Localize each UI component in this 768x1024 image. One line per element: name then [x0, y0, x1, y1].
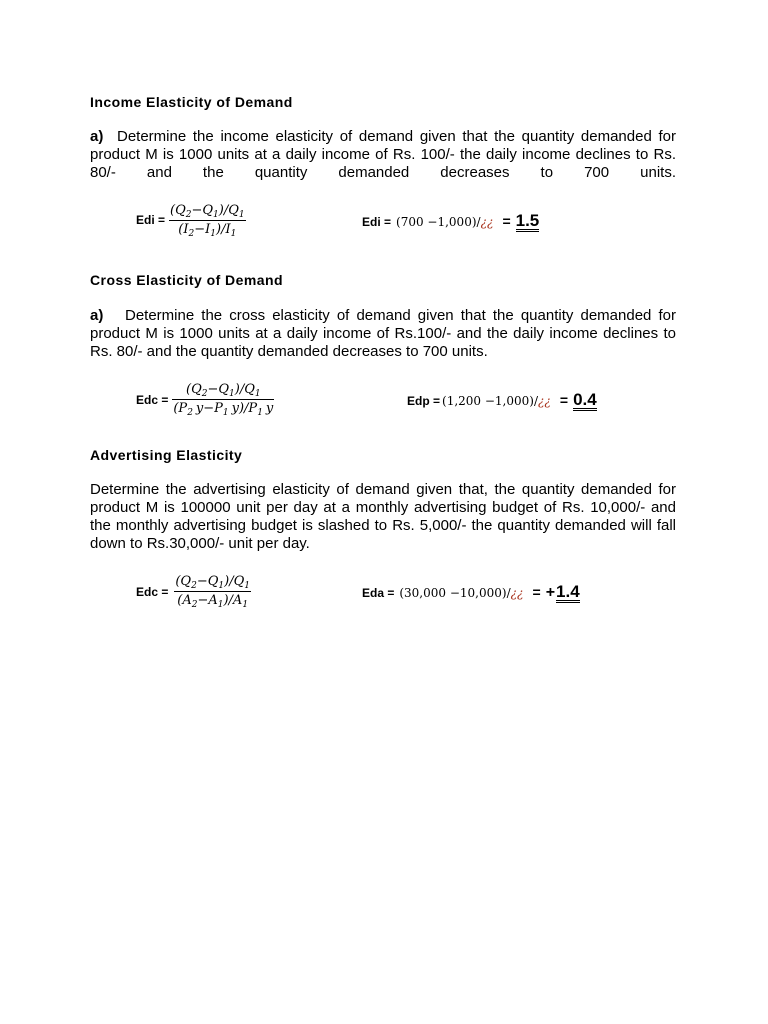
- paragraph-line: [90, 535, 676, 553]
- paragraph-line: [90, 343, 676, 361]
- formula-token: −Q: [196, 574, 219, 589]
- formula-token: −A: [197, 593, 218, 608]
- paragraph-line: [90, 481, 676, 499]
- formula-lhs: Edc =: [136, 584, 169, 599]
- line-text: Determine the income elasticity of demand given that the quantity demanded for: [117, 128, 676, 145]
- formula-subscript: 1: [217, 600, 224, 610]
- line-text: the monthly advertising budget is slashed to Rs. 5,000/- the quantity demanded will fall: [90, 517, 676, 534]
- formula-subscript: 1: [210, 228, 217, 239]
- calculation-result: 1.5: [515, 210, 540, 230]
- formula-token: )/Q: [234, 382, 255, 397]
- advertising-elasticity-formula: [136, 573, 251, 611]
- fraction: [169, 202, 246, 239]
- formula-subscript: 1: [257, 408, 263, 418]
- formula-token: y)/P: [231, 401, 258, 416]
- paragraph-line: [90, 307, 676, 325]
- formula-lhs: Edc =: [136, 392, 169, 407]
- cross-elasticity-calculation: [407, 391, 597, 411]
- income-elasticity-formula: [136, 201, 246, 239]
- formula-subscript: 2: [185, 209, 192, 220]
- line-text: product M is 100000 unit per day at a monthly advertising budget of Rs. 10,000/- and: [90, 499, 676, 516]
- formula-subscript: 2: [191, 581, 197, 591]
- paragraph-advertising-elasticity: [90, 481, 676, 553]
- formula-subscript: 2: [187, 408, 193, 418]
- calculation-sign: +: [545, 583, 556, 601]
- line-text: product M is 1000 units at a daily income of Rs. 100/- the daily income declines to Rs.: [90, 146, 676, 163]
- formula-token: )/I: [216, 221, 231, 237]
- formula-token: (Q: [170, 202, 186, 218]
- fraction: [174, 573, 251, 610]
- formula-subscript: 1: [213, 209, 219, 220]
- formula-subscript: 1: [238, 209, 245, 220]
- calculation-result: 0.4: [573, 389, 597, 409]
- line-text: product M is 1000 units at a daily income of Rs.100/- and the daily income declines to: [90, 325, 676, 342]
- formula-token: )/A: [223, 593, 243, 608]
- formula-token: )/Q: [218, 202, 239, 218]
- formula-token: y−P: [195, 401, 223, 416]
- formula-subscript: 1: [244, 581, 250, 591]
- formula-subscript: 1: [242, 600, 249, 610]
- paragraph-line: [90, 517, 676, 535]
- calculation-expression: (1,200 −1,000)/: [442, 393, 538, 408]
- fraction-denominator: [176, 592, 249, 610]
- line-text: 80/- and the quantity demanded decreases to 700 units.: [90, 164, 676, 181]
- line-text: Determine the cross elasticity of demand given that the quantity demanded for: [125, 307, 676, 324]
- formula-subscript: 1: [230, 228, 237, 239]
- calculation-expression: (700 −1,000)/: [396, 214, 481, 229]
- paragraph-income-elasticity: [90, 128, 676, 182]
- calculation-lhs: Eda =: [362, 585, 395, 600]
- formula-subscript: 2: [188, 228, 195, 239]
- fraction-denominator: [172, 400, 274, 418]
- item-label: a): [90, 307, 104, 324]
- calculation-lhs: Edi =: [362, 214, 392, 229]
- heading-advertising-elasticity: Advertising Elasticity: [90, 447, 243, 463]
- calculation-result: 1.4: [556, 581, 580, 601]
- formula-subscript: 1: [218, 581, 225, 591]
- calculation-equals: =: [559, 391, 569, 408]
- formula-token: )/Q: [224, 574, 245, 589]
- calculation-equals: =: [532, 583, 541, 600]
- calculation-mark: ¿¿: [510, 585, 524, 600]
- formula-token: (A: [177, 593, 192, 608]
- line-text: Determine the advertising elasticity of demand given that, the quantity demanded for: [90, 481, 676, 498]
- heading-cross-elasticity: Cross Elasticity of Demand: [90, 272, 283, 288]
- paragraph-line: [90, 164, 676, 182]
- calculation-mark: ¿¿: [538, 393, 551, 408]
- formula-lhs: Edi =: [136, 213, 166, 227]
- formula-token: −Q: [191, 202, 214, 218]
- advertising-elasticity-calculation: [362, 583, 580, 603]
- calculation-expression: (30,000 −10,000)/: [399, 585, 511, 600]
- fraction-numerator: [169, 202, 246, 220]
- line-text: down to Rs.30,000/- unit per day.: [90, 535, 310, 552]
- formula-token: (I: [178, 221, 189, 237]
- formula-token: (P: [173, 401, 188, 416]
- fraction-numerator: [185, 381, 262, 399]
- fraction: [172, 381, 274, 418]
- fraction-numerator: [174, 573, 251, 591]
- calculation-mark: ¿¿: [480, 214, 494, 229]
- income-elasticity-calculation: [362, 212, 539, 232]
- calculation-equals: =: [502, 212, 511, 229]
- cross-elasticity-formula: [136, 381, 274, 419]
- formula-subscript: 1: [229, 389, 235, 399]
- formula-token: y: [265, 401, 274, 416]
- line-text: Rs. 80/- and the quantity demanded decreases to 700 units.: [90, 343, 488, 360]
- formula-subscript: 1: [254, 389, 261, 399]
- formula-subscript: 1: [222, 408, 229, 418]
- paragraph-line: [90, 128, 676, 146]
- heading-income-elasticity: Income Elasticity of Demand: [90, 94, 293, 110]
- fraction-denominator: [177, 221, 237, 239]
- formula-subscript: 2: [201, 389, 208, 399]
- formula-token: −Q: [207, 382, 230, 397]
- formula-token: (Q: [175, 574, 192, 589]
- formula-token: (Q: [186, 382, 202, 397]
- formula-subscript: 2: [191, 600, 198, 610]
- paragraph-cross-elasticity: [90, 307, 676, 361]
- paragraph-line: [90, 499, 676, 517]
- paragraph-line: [90, 146, 676, 164]
- item-label: a): [90, 128, 104, 145]
- formula-token: −I: [194, 221, 211, 237]
- calculation-lhs: Edp =: [407, 393, 441, 408]
- paragraph-line: [90, 325, 676, 343]
